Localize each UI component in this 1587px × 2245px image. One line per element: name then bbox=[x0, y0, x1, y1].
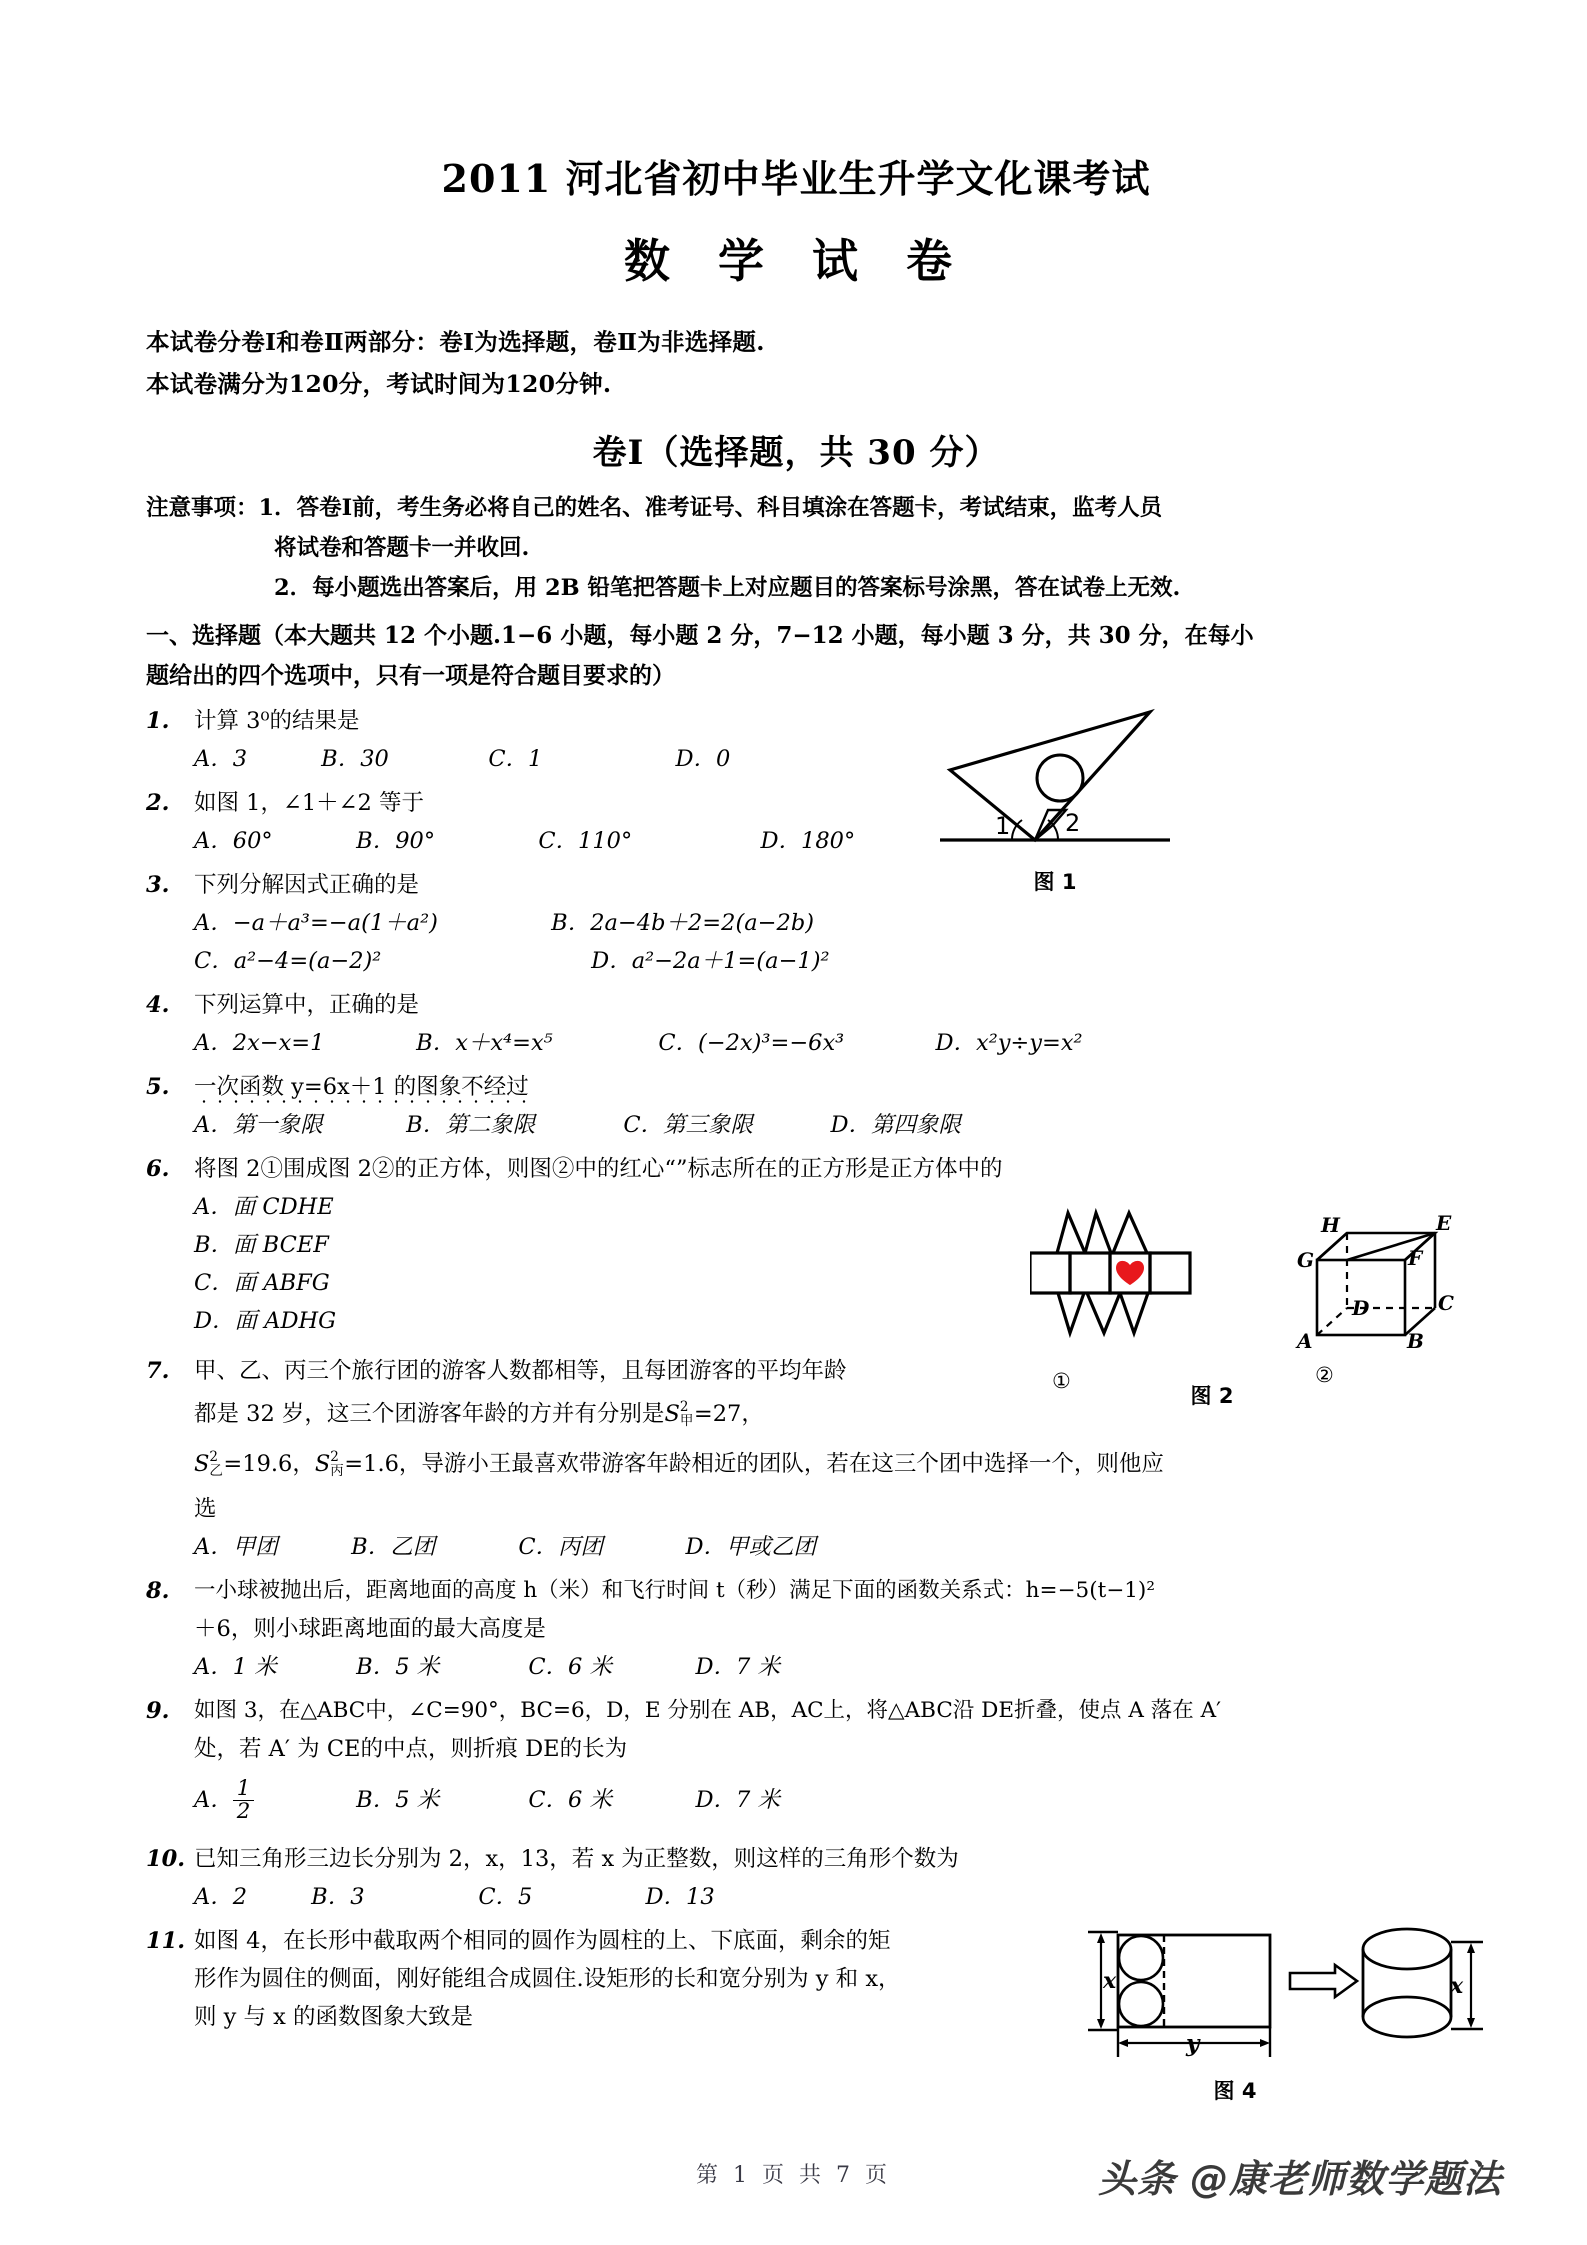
net-square-4 bbox=[1150, 1253, 1190, 1293]
notice-item-1-continuation: 将试卷和答题卡一并收回. bbox=[274, 535, 530, 561]
question-6-stem: 将图 2①围成图 2②的正方体，则图②中的红心“”标志所在的正方形是正方体中的 bbox=[194, 1156, 1003, 1182]
question-3-option-c[interactable]: C．a²−4=(a−2)² bbox=[194, 948, 382, 974]
figure-2-net bbox=[1030, 1205, 1230, 1393]
question-2 bbox=[146, 784, 1446, 860]
question-4-option-c[interactable]: C．(−2x)³=−6x³ bbox=[658, 1030, 845, 1056]
question-6-number: 6. bbox=[146, 1156, 170, 1182]
net-square-2 bbox=[1070, 1253, 1110, 1293]
x-dim-arrow-up bbox=[1097, 1933, 1105, 1943]
question-1-option-d[interactable]: D．0 bbox=[675, 746, 731, 772]
question-2-option-c[interactable]: C．110° bbox=[538, 828, 633, 854]
question-5-option-c[interactable]: C．第三象限 bbox=[623, 1112, 754, 1138]
figure-1 bbox=[940, 690, 1240, 894]
figure-4-label: 图 4 bbox=[1213, 2079, 1257, 2103]
y-dim-arrow-right bbox=[1260, 2039, 1270, 2047]
figure-4 bbox=[1085, 1905, 1505, 2105]
cube-hidden-diagonal bbox=[1317, 1308, 1347, 1335]
question-6-option-d-row bbox=[194, 1302, 1446, 1340]
x-dim-right-label: x bbox=[1450, 1973, 1464, 1999]
question-10-option-b[interactable]: B．3 bbox=[311, 1883, 365, 1910]
cube-vertex-F: F bbox=[1408, 1246, 1423, 1270]
question-5-option-a[interactable]: A．第一象限 bbox=[194, 1112, 323, 1138]
cube-vertex-B: B bbox=[1407, 1329, 1424, 1353]
question-11-stem-line-2: 形作为圆住的侧面，刚好能组合成圆住.设矩形的长和宽分别为 y 和 x， bbox=[194, 1965, 901, 1992]
figure-1-label: 图 1 bbox=[1033, 870, 1077, 894]
variance-symbol-jia: S 2 甲 bbox=[664, 1398, 694, 1430]
question-7-stem-line-1: 甲、乙、丙三个旅行团的游客人数都相等，且每团游客的平均年龄 bbox=[194, 1358, 847, 1384]
question-2-number: 2. bbox=[146, 790, 170, 816]
question-4-stem: 下列运算中，正确的是 bbox=[194, 992, 420, 1018]
question-11-stem-line-1: 如图 4，在长形中截取两个相同的圆作为圆柱的上、下底面，剩余的矩 bbox=[194, 1927, 891, 1954]
question-3-number: 3. bbox=[146, 872, 170, 898]
question-7-option-b[interactable]: B．乙团 bbox=[351, 1534, 436, 1560]
question-5-stem bbox=[194, 1068, 1446, 1106]
page-title: 2011 河北省初中毕业生升学文化课考试 bbox=[441, 156, 1151, 201]
net-square-1 bbox=[1030, 1253, 1070, 1293]
circle-shape bbox=[1037, 755, 1083, 801]
cube-vertex-A: A bbox=[1297, 1329, 1313, 1353]
question-3-options-row-1 bbox=[194, 904, 1446, 942]
question-7-stem-line-3 bbox=[194, 1438, 1446, 1490]
question-10-number: 10. bbox=[146, 1845, 186, 1872]
question-2-option-d[interactable]: D．180° bbox=[760, 828, 856, 854]
question-4-option-a[interactable]: A．2x−x=1 bbox=[194, 1030, 325, 1056]
question-10-option-d[interactable]: D．13 bbox=[645, 1883, 715, 1910]
section-heading bbox=[146, 616, 1446, 696]
figure-2-label: 图 2 bbox=[1190, 1384, 1234, 1408]
angle-1-label: 1 bbox=[995, 812, 1011, 840]
circle-bottom bbox=[1119, 1982, 1163, 2026]
question-5-option-d[interactable]: D．第四象限 bbox=[830, 1112, 962, 1138]
x-dim-arrow-down bbox=[1097, 2019, 1105, 2029]
section-heading-line-1: 一、选择题（本大题共 12 个小题.1−6 小题，每小题 2 分，7−12 小题，每小题 3 分，共 30 分，在每小 bbox=[146, 622, 1254, 649]
question-6-option-b-row bbox=[194, 1226, 1446, 1264]
spike-bottom-mid bbox=[1087, 1293, 1120, 1333]
question-10-stem: 已知三角形三边长分别为 2，x，13，若 x 为正整数，则这样的三角形个数为 bbox=[194, 1845, 959, 1872]
question-2-option-b[interactable]: B．90° bbox=[356, 828, 436, 854]
question-8-number: 8. bbox=[146, 1578, 170, 1604]
transform-arrow-icon bbox=[1290, 1965, 1357, 1997]
question-7-stem-line-2 bbox=[194, 1390, 1446, 1438]
question-5-option-b[interactable]: B．第二象限 bbox=[406, 1112, 536, 1138]
x-right-arrow-up bbox=[1467, 1943, 1475, 1953]
question-6-option-c[interactable]: C．面 ABFG bbox=[194, 1270, 330, 1296]
cube-vertex-C: C bbox=[1438, 1291, 1454, 1315]
question-10-option-c[interactable]: C．5 bbox=[478, 1883, 533, 1910]
spike-bottom-right bbox=[1120, 1293, 1148, 1333]
question-8-options bbox=[194, 1648, 1446, 1686]
question-5 bbox=[146, 1068, 1446, 1144]
lead-line-2: 本试卷满分为120分，考试时间为120分钟. bbox=[146, 370, 612, 398]
question-7-option-d[interactable]: D．甲或乙团 bbox=[685, 1534, 817, 1560]
question-3-stem: 下列分解因式正确的是 bbox=[194, 872, 420, 898]
x-dim-left-label: x bbox=[1103, 1968, 1117, 1994]
question-1-option-c[interactable]: C．1 bbox=[488, 746, 543, 772]
circle-top bbox=[1119, 1936, 1163, 1980]
question-9-stem-line-2: 处，若 A′ 为 CE的中点，则折痕 DE的长为 bbox=[194, 1736, 628, 1762]
question-8-option-b[interactable]: B．5 米 bbox=[356, 1654, 440, 1680]
question-2-option-a[interactable]: A．60° bbox=[194, 828, 273, 854]
question-8-option-d[interactable]: D．7 米 bbox=[695, 1654, 780, 1680]
heart-icon bbox=[1116, 1261, 1144, 1285]
question-1 bbox=[146, 702, 1446, 778]
cube-vertex-H: H bbox=[1321, 1213, 1340, 1237]
question-9-option-b[interactable]: B．5 米 bbox=[356, 1786, 440, 1813]
y-dim-label: y bbox=[1186, 2030, 1200, 2057]
question-8 bbox=[146, 1572, 1446, 1686]
page-subtitle: 数 学 试 卷 bbox=[623, 234, 969, 288]
spike-bottom-left bbox=[1058, 1293, 1084, 1333]
notice-block bbox=[146, 488, 1446, 608]
question-6 bbox=[146, 1150, 1446, 1340]
variance-symbol-bing: S 2 丙 bbox=[314, 1448, 344, 1480]
question-8-option-a[interactable]: A．1 米 bbox=[194, 1654, 277, 1680]
question-9-option-c[interactable]: C．6 米 bbox=[528, 1786, 612, 1813]
question-6-option-c-row bbox=[194, 1264, 1446, 1302]
question-5-options bbox=[194, 1106, 1446, 1144]
cube-vertex-E: E bbox=[1436, 1211, 1452, 1235]
question-5-stem-text: 一次函数 y=6x＋1 的图象不经过 bbox=[194, 1074, 529, 1100]
notice-item-1 bbox=[146, 488, 1446, 528]
question-4-options bbox=[194, 1024, 1446, 1062]
question-6-option-a-row bbox=[194, 1188, 1446, 1226]
lead-paragraph bbox=[146, 321, 1446, 405]
question-9-option-d[interactable]: D．7 米 bbox=[695, 1786, 780, 1813]
question-6-option-d[interactable]: D．面 ADHG bbox=[194, 1308, 337, 1334]
question-4 bbox=[146, 986, 1446, 1062]
question-9-option-a[interactable] bbox=[194, 1778, 349, 1824]
question-9-stem-line-1: 如图 3，在△ABC中，∠C=90°，BC=6，D，E 分别在 AB，AC上，将△ABC沿 DE折叠，使点 A 落在 A′ bbox=[194, 1698, 1221, 1723]
question-2-options bbox=[194, 822, 1446, 860]
question-6-option-a[interactable]: A．面 CDHE bbox=[194, 1194, 334, 1220]
question-3-option-a[interactable]: A．−a＋a³=−a(1＋a²) bbox=[194, 910, 438, 936]
question-9-number: 9. bbox=[146, 1698, 170, 1724]
question-8-option-c[interactable]: C．6 米 bbox=[528, 1654, 612, 1680]
cube-vertex-D: D bbox=[1352, 1296, 1370, 1320]
figure-2-cube-drawing bbox=[1295, 1205, 1455, 1365]
page-footer: 第 1 页 共 7 页 bbox=[696, 2163, 891, 2188]
spike-top-mid bbox=[1085, 1213, 1111, 1253]
question-11-stem-line-3: 则 y 与 x 的函数图象大致是 bbox=[194, 2003, 474, 2030]
question-4-option-d[interactable]: D．x²y÷y=x² bbox=[935, 1030, 1083, 1056]
fraction-one-half bbox=[233, 1778, 255, 1824]
page-content bbox=[146, 0, 1446, 2036]
question-3-option-d[interactable]: D．a²−2a＋1=(a−1)² bbox=[591, 948, 830, 974]
question-10-option-a[interactable]: A．2 bbox=[194, 1883, 248, 1910]
question-7-stem-line-4: 选 bbox=[194, 1496, 217, 1522]
question-7-option-a[interactable]: A．甲团 bbox=[194, 1534, 278, 1560]
fraction-numerator: 1 bbox=[236, 1776, 251, 1801]
question-7 bbox=[146, 1352, 1446, 1566]
question-6-option-b[interactable]: B．面 BCEF bbox=[194, 1232, 329, 1258]
question-8-stem-line-1: 一小球被抛出后，距离地面的高度 h（米）和飞行时间 t（秒）满足下面的函数关系式：h=−5(t−1)² bbox=[194, 1578, 1155, 1603]
notice-item-2: 2．每小题选出答案后，用 2B 铅笔把答题卡上对应题目的答案标号涂黑，答在试卷上无效. bbox=[274, 575, 1181, 601]
cube-vertex-G: G bbox=[1297, 1248, 1315, 1272]
question-3-options-row-2 bbox=[194, 942, 1446, 980]
question-7-options bbox=[194, 1528, 1446, 1566]
fraction-denominator: 2 bbox=[233, 1800, 255, 1823]
question-1-options bbox=[194, 740, 1446, 778]
lead-line-1: 本试卷分卷Ⅰ和卷Ⅱ两部分：卷Ⅰ为选择题，卷Ⅱ为非选择题. bbox=[146, 328, 765, 356]
question-7-variance-yi-value: =19.6， bbox=[223, 1451, 315, 1477]
figure-2-sub-2-label: ② bbox=[1315, 1363, 1334, 1387]
question-7-variance-jia-value: =27， bbox=[693, 1401, 764, 1427]
question-7-stem-line-3-tail: =1.6，导游小王最喜欢带游客年龄相近的团队，若在这三个团中选择一个，则他应 bbox=[344, 1451, 1164, 1477]
section-heading-line-2: 题给出的四个选项中，只有一项是符合题目要求的） bbox=[146, 662, 675, 689]
cylinder-top-ellipse bbox=[1363, 1929, 1451, 1969]
question-3 bbox=[146, 866, 1446, 980]
question-4-option-b[interactable]: B．x＋x⁴=x⁵ bbox=[416, 1030, 553, 1056]
variance-symbol-yi: S 2 乙 bbox=[194, 1448, 223, 1480]
question-3-option-b[interactable]: B．2a−4b＋2=2(a−2b) bbox=[551, 910, 815, 936]
part-one-title: 卷Ⅰ（选择题，共 30 分） bbox=[592, 433, 1000, 473]
question-2-stem: 如图 1，∠1＋∠2 等于 bbox=[194, 790, 424, 816]
question-9-options bbox=[194, 1778, 1446, 1824]
question-11-number: 11. bbox=[146, 1927, 186, 1954]
notice-item-1-text: 答卷Ⅰ前，考生务必将自己的姓名、准考证号、科目填涂在答题卡，考试结束，监考人员 bbox=[296, 495, 1163, 521]
question-7-number: 7. bbox=[146, 1358, 170, 1384]
cylinder-bottom-ellipse bbox=[1363, 1997, 1451, 2037]
question-9-option-a-label: A． bbox=[194, 1786, 233, 1813]
x-right-arrow-down bbox=[1467, 2018, 1475, 2028]
figure-2-net-drawing bbox=[1030, 1205, 1230, 1365]
watermark: 头条 @康老师数学题法 bbox=[1098, 2157, 1503, 2201]
figure-1-drawing bbox=[940, 690, 1240, 860]
angle-2-label: 2 bbox=[1065, 809, 1081, 837]
cube-diagonal-1 bbox=[1317, 1233, 1347, 1260]
question-1-option-b[interactable]: B．30 bbox=[321, 746, 389, 772]
notice-label: 注意事项：1． bbox=[146, 495, 297, 521]
question-9 bbox=[146, 1692, 1446, 1824]
figure-2-sub-1-label: ① bbox=[1052, 1369, 1071, 1393]
spike-top-right bbox=[1113, 1213, 1147, 1253]
question-8-stem-line-2: ＋6，则小球距离地面的最大高度是 bbox=[194, 1616, 546, 1642]
question-7-stem-line-2-lead: 都是 32 岁，这三个团游客年龄的方并有分别是 bbox=[194, 1401, 665, 1427]
question-7-option-c[interactable]: C．丙团 bbox=[518, 1534, 604, 1560]
question-4-number: 4. bbox=[146, 992, 170, 1018]
question-1-stem: 计算 3⁰的结果是 bbox=[194, 708, 360, 734]
figure-4-drawing bbox=[1085, 1905, 1505, 2075]
figure-2-cube bbox=[1295, 1205, 1455, 1387]
question-5-number: 5. bbox=[146, 1074, 170, 1100]
question-1-option-a[interactable]: A．3 bbox=[194, 746, 248, 772]
spike-top-left bbox=[1057, 1213, 1085, 1253]
y-dim-arrow-left bbox=[1118, 2039, 1128, 2047]
question-1-number: 1. bbox=[146, 708, 170, 734]
